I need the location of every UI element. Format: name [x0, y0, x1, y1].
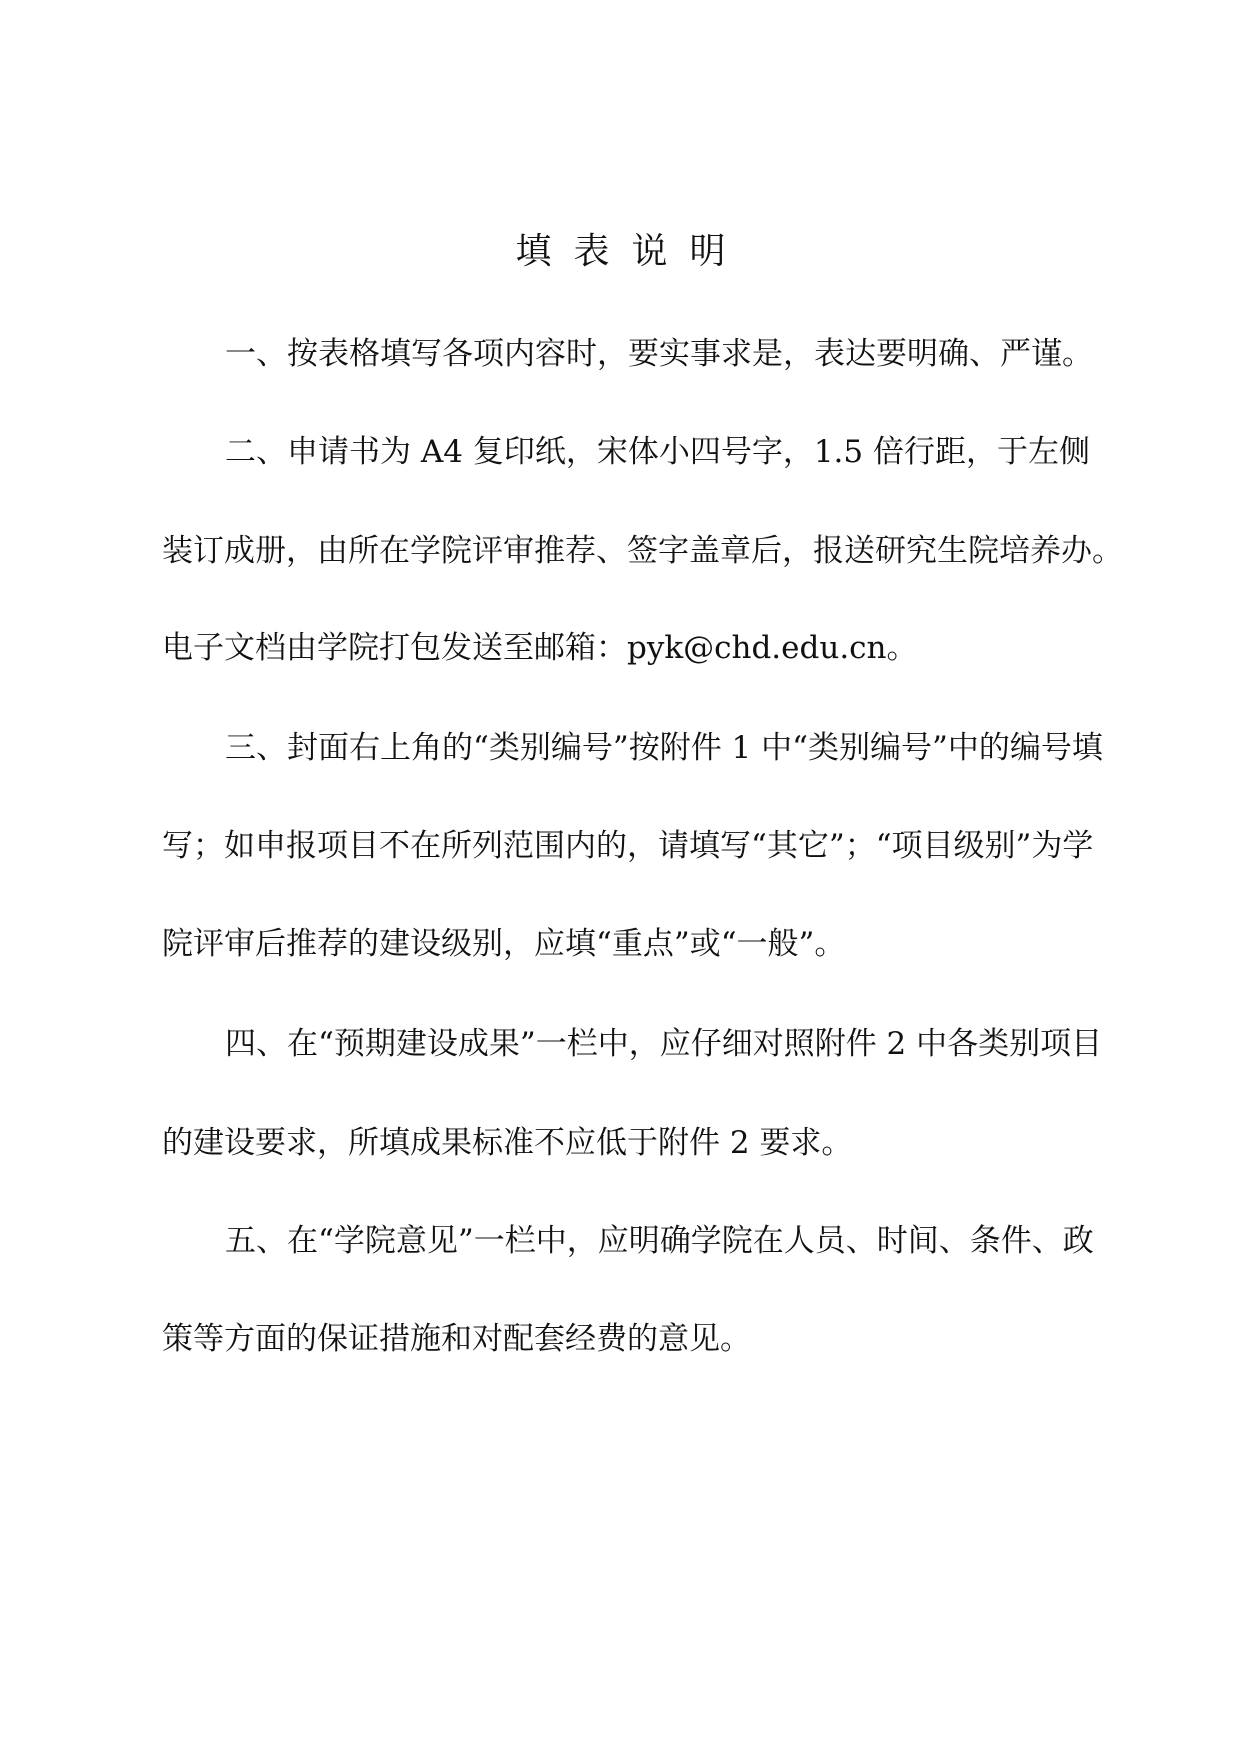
instruction-line: 五、在“学院意见”一栏中，应明确学院在人员、时间、条件、政	[225, 1223, 1094, 1259]
instruction-line: 四、在“预期建设成果”一栏中，应仔细对照附件 2 中各类别项目	[225, 1026, 1103, 1062]
instruction-line: 三、封面右上角的“类别编号”按附件 1 中“类别编号”中的编号填	[225, 730, 1103, 766]
instruction-line: 电子文档由学院打包发送至邮箱：pyk@chd.edu.cn。	[162, 630, 918, 666]
instruction-line: 一、按表格填写各项内容时，要实事求是，表达要明确、严谨。	[225, 336, 1093, 372]
instruction-line: 院评审后推荐的建设级别，应填“重点”或“一般”。	[162, 926, 846, 962]
instruction-line: 写；如申报项目不在所列范围内的，请填写“其它”；“项目级别”为学	[162, 828, 1094, 864]
instruction-line: 装订成册，由所在学院评审推荐、签字盖章后，报送研究生院培养办。	[162, 533, 1123, 569]
instruction-line: 二、申请书为 A4 复印纸，宋体小四号字，1.5 倍行距，于左侧	[225, 434, 1090, 470]
instruction-line: 的建设要求，所填成果标准不应低于附件 2 要求。	[162, 1125, 853, 1161]
page-title: 填表说明	[515, 231, 748, 272]
instruction-line: 策等方面的保证措施和对配套经费的意见。	[162, 1321, 751, 1357]
